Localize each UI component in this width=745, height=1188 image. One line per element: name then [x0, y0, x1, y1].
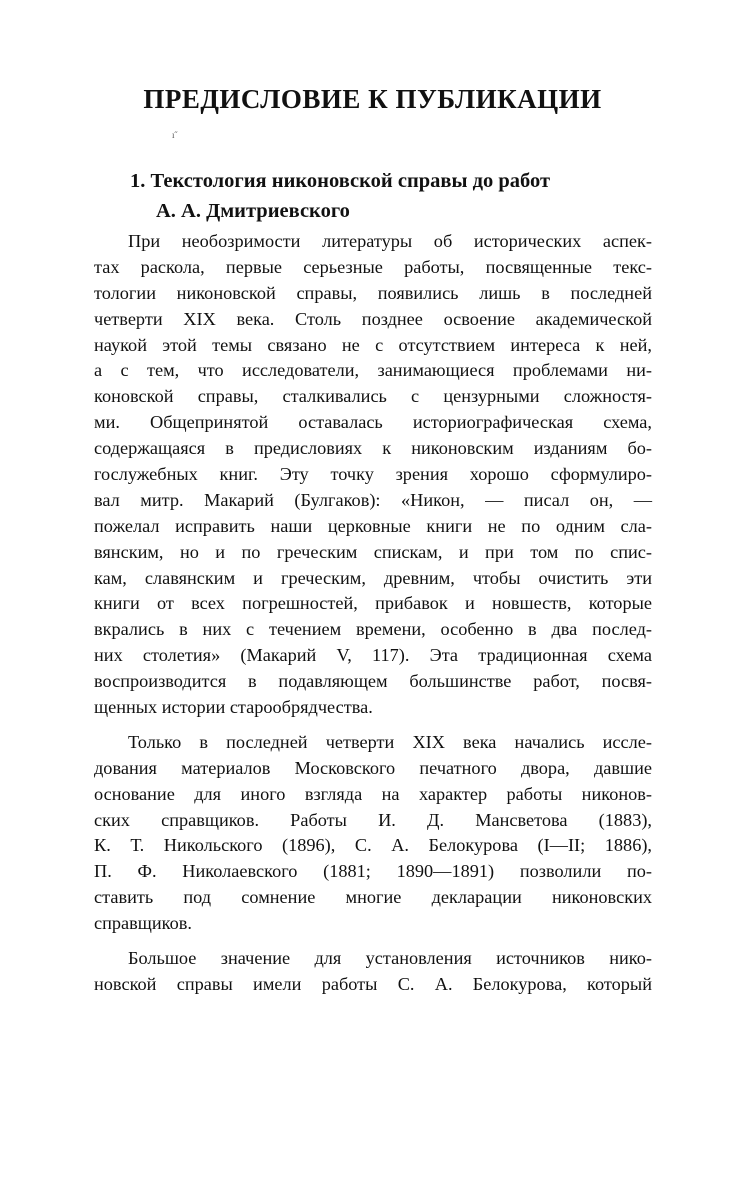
text-line: П. Ф. Николаевского (1881; 1890—1891) позволили по- — [94, 861, 652, 882]
text-line: Большое значение для установления источников нико- — [128, 948, 652, 969]
body-text — [94, 229, 652, 998]
text-line: ставить под сомнение многие декларации никоновских — [94, 887, 652, 908]
text-line: пожелал исправить наши церковные книги не по одним сла- — [94, 515, 652, 536]
text-line: воспроизводится в подавляющем большинстве работ, посвя- — [94, 671, 652, 692]
text-line: ских справщиков. Работы И. Д. Мансветова (1883), — [94, 809, 652, 830]
text-line: тологии никоновской справы, появились лишь в последней — [94, 282, 652, 303]
text-line: содержащаяся в предисловиях к никоновским изданиям бо- — [94, 438, 652, 459]
text-line: дования материалов Московского печатного двора, давшие — [94, 757, 652, 778]
text-line: гослужебных книг. Эту точку зрения хорошо сформулиро- — [94, 464, 652, 485]
text-line: вкрались в них с течением времени, особенно в два послед- — [94, 619, 652, 640]
text-line: коновской справы, сталкивались с цензурными сложностя- — [94, 386, 652, 407]
text-line: основание для иного взгляда на характер работы никонов- — [94, 783, 652, 804]
text-line: щенных истории старообрядчества. — [94, 697, 373, 718]
section-heading-line-1: 1. Текстология никоновской справы до работ — [130, 170, 551, 192]
text-line: Только в последней четверти XIX века начались иссле- — [128, 731, 652, 752]
text-line: четверти XIX века. Столь позднее освоение академической — [94, 308, 652, 329]
section-heading-line-2: А. А. Дмитриевского — [156, 200, 350, 222]
text-line: а с тем, что исследователи, занимающиеся проблемами ни- — [94, 360, 652, 381]
paragraph-1 — [94, 229, 652, 721]
text-line: вал митр. Макарий (Булгаков): «Никон, — писал он, — — [94, 489, 652, 510]
text-line: наукой этой темы связано не с отсутствием интереса к ней, — [94, 334, 652, 355]
paragraph-2 — [94, 730, 652, 937]
text-line: них столетия» (Макарий V, 117). Эта традиционная схема — [94, 645, 652, 666]
section-heading — [130, 166, 690, 226]
text-line: вянским, но и по греческим спискам, и при том по спис- — [94, 541, 652, 562]
page-title: ПРЕДИСЛОВИЕ К ПУБЛИКАЦИИ — [143, 84, 602, 114]
paragraph-3 — [94, 946, 652, 998]
text-line: тах раскола, первые серьезные работы, посвященные текс- — [94, 256, 652, 277]
text-line: кам, славянским и греческим, древним, чтобы очистить эти — [94, 567, 652, 588]
text-line: При необозримости литературы об исторических аспек- — [128, 231, 652, 251]
print-speck: ı˝ — [172, 130, 178, 140]
text-line: ми. Общепринятой оставалась историографическая схема, — [94, 412, 652, 433]
text-line: справщиков. — [94, 913, 192, 934]
text-line: книги от всех погрешностей, прибавок и новшеств, которые — [94, 593, 652, 614]
text-line: К. Т. Никольского (1896), С. А. Белокурова (I—II; 1886), — [94, 835, 652, 856]
text-line: новской справы имели работы С. А. Белокурова, который — [94, 973, 652, 994]
